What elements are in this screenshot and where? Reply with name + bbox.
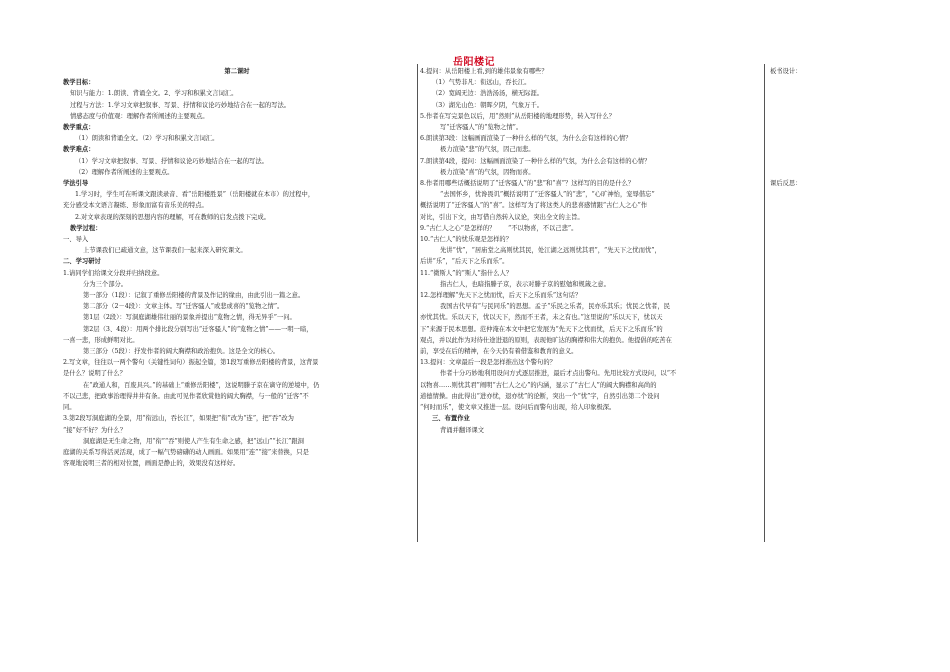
post-class-reflection-label: 课后反思： — [770, 180, 802, 187]
left-text-line: 第二部分（2－4段）：文章主体。写“迁客骚人”或悲或喜的“览物之情”。 — [83, 303, 284, 311]
right-text-line: 指古仁人，也暗指滕子京，表示对滕子京的慰勉和规箴之意。 — [440, 280, 611, 288]
left-text-line: 第2层（3、4段）：用两个排比段分别写出“迁客骚人”的“览物之情”——一明一暗， — [83, 325, 313, 333]
left-text-line: （2）理解作者所阐述的主要观点。 — [75, 168, 174, 176]
left-text-line: 过程与方法：1.学习文章把叙事、写景、抒情和议论巧妙地结合在一起的写法。 — [70, 101, 291, 109]
left-text-line: 第1层（2段）：写洞庭湖雄伟壮丽的景象并提出“览物之情，得无异乎”一问。 — [83, 314, 296, 322]
right-text-line: 极力渲染“喜”的气氛，因物而喜。 — [440, 168, 535, 176]
right-text-line: 下”来源于民本思想。范仲淹在本文中把它发展为“先天下之忧而忧，后天下之乐而乐”的 — [420, 325, 663, 333]
right-text-line: 5.作者在写完景色以后，用“然则”从岳阳楼的地理形势，转入写什么？ — [420, 112, 616, 120]
right-text-line: 三、布置作业 — [432, 415, 470, 423]
right-text-line: 13.提问：文章最后一段是怎样推出这个警句的？ — [420, 359, 556, 367]
right-text-line: 6.朗读第3段：这幅画面渲染了一种什么样的气氛，为什么会有这样的心情？ — [420, 135, 632, 143]
right-text-line: （1）气势非凡：衔远山，吞长江。 — [432, 79, 531, 87]
left-text-line: 不以己悲，把政事治理得井井有条。由此可见作者欣赏他的阔大胸襟，与一般的“迁客”不 — [63, 392, 309, 400]
right-text-line: 前，享受在后的精神，在今天仍有着借鉴和教育的意义。 — [420, 348, 578, 356]
left-text-line: 第一部分（1段）：记叙了重修岳阳楼的背景及作记的缘由，由此引出一篇之意。 — [83, 292, 305, 300]
document-title: 岳阳楼记 — [453, 57, 495, 68]
right-text-line: 写“迁客骚人”的“览物之情”。 — [440, 124, 523, 132]
left-text-line: 一喜一悲，形成鲜明对比。 — [63, 336, 139, 344]
right-text-line: 背诵并翻译课文 — [440, 426, 485, 434]
right-text-line: 4.提问：从岳阳楼上看,到的雄伟景象有哪些？ — [420, 68, 548, 75]
column-divider-1 — [417, 64, 418, 542]
left-text-line: 教学重点： — [63, 124, 95, 132]
left-text-line: 洞庭湖是无生命之物，用“衔”“吞”则使人产生有生命之感，把“远山”“长江”跟洞 — [83, 437, 304, 445]
left-text-line: 二、学习研讨 — [63, 258, 101, 266]
right-text-line: 概括说明了“迁客骚人”的“喜”。这样写为了将这类人的悲喜感情跟“古仁人之心”作 — [420, 202, 648, 210]
right-text-line: 先讲“忧”，“居庙堂之高则忧其民，处江湖之远则忧其君”，“先天下之忧而忧”， — [440, 247, 661, 255]
right-text-line: （3）湖光山色：朝晖夕阴，气象万千。 — [432, 101, 544, 109]
left-text-line: 2.写文章，往往以一两个警句（关键性词句）振起全篇，第1段写重修岳阳楼的背景，这背景 — [63, 359, 319, 367]
column-divider-2 — [764, 64, 765, 542]
left-text-line: 学法引导 — [63, 180, 89, 188]
right-text-line: “去国怀乡，忧谗畏讥”概括说明了“迁客骚人”的“悲”，“心旷神怡，宠辱偕忘” — [440, 191, 655, 199]
left-text-line: 1.请同学们给课文分段并归纳段意。 — [63, 269, 164, 277]
right-text-line: 亦忧其忧。乐以天下，忧以天下，然而不王者，未之有也。”这里说的“乐以天下，忧以天 — [420, 314, 663, 322]
left-text-line: 第三部分（5段）：抒发作者的阔大胸襟和政治抱负。这是全文的核心。 — [83, 348, 280, 356]
right-column — [420, 66, 760, 436]
left-text-line: 2.对文章表现的深刻的思想内容的理解，可在教师的启发点拨下完成。 — [75, 213, 270, 221]
left-text-line: 分为三个部分。 — [83, 280, 128, 288]
left-text-line: （1）朗读和背诵全文。（2）学习和积累文言词汇。 — [75, 135, 219, 143]
right-text-line: 对比，引出下文，由写借自然转入议论，突出全文的主旨。 — [420, 213, 584, 221]
left-text-line: 一、导入 — [63, 236, 89, 244]
right-text-line: 观点，并以此作为对待仕途进退的原则，表现他旷达的胸襟和伟大的抱负。他提倡的吃苦在 — [420, 336, 672, 344]
left-text-line: 教学过程： — [70, 224, 102, 232]
right-text-line: 10.“古仁人”的忧乐观是怎样的？ — [420, 236, 513, 244]
left-column — [63, 66, 411, 469]
right-text-line: 11.“微斯人”的“斯人”指什么人？ — [420, 269, 513, 277]
left-text-line: 客观地说明三者的相对位置，画面是静止的，效果没有这样好。 — [63, 460, 240, 468]
left-text-line: “接”好不好？为什么？ — [63, 426, 127, 434]
left-text-line: 3.第2段写洞庭湖的全景，用“衔远山，吞长江”，如果把“衔”改为“连”，把“吞”改为 — [63, 415, 294, 423]
right-text-line: 我国古代早有“与民同乐”的思想。孟子“乐民之乐者，民亦乐其乐；忧民之忧者，民 — [440, 303, 671, 311]
right-text-line: 9.“古仁人之心”是怎样的？ “不以物喜，不以己悲”。 — [420, 224, 578, 232]
right-text-line: “何时而乐”，使文章又推进一层。设问后而警句出现，给人印象极深。 — [420, 404, 616, 412]
left-text-line: 上节课我们已疏通文意，这节课我们一起来深入研究课文。 — [83, 247, 247, 255]
right-text-line: 8.作者用哪些话概括说明了“迁客骚人”的“悲”和“喜”？这样写的目的是什么？ — [420, 180, 635, 188]
right-text-line: （2）宽阔无边：浩浩汤汤，横无际涯。 — [432, 90, 544, 98]
right-text-line: 12.怎样理解“先天下之忧而忧，后天下之乐而乐”这句话？ — [420, 292, 582, 300]
board-design-label: 板书设计： — [770, 68, 802, 75]
right-text-line: 7.朗读第4段，提问：这幅画面渲染了一种什么样的气氛，为什么会有这样的心情？ — [420, 157, 651, 165]
left-text-line: 教学目标： — [63, 79, 95, 87]
right-text-line: 作者十分巧妙地利用设问方式逐层推进，最后才点出警句。先用比较方式设问，以“不 — [440, 370, 677, 378]
left-text-line: （1）学习文章把叙事、写景、抒情和议论巧妙地结合在一起的写法。 — [75, 157, 268, 165]
left-text-line: 知识与能力：1.朗读、背诵全文。2、学习和积累文言词汇。 — [70, 90, 238, 98]
left-text-line: 在“政通人和，百废具兴。”的基础上“重修岳阳楼”，这说明滕子京在谪守的逆境中，仍 — [83, 381, 320, 389]
left-text-line: 庭湖的关系写得活灵活现，成了一幅气势磅礴的动人画面。如果用“连”“接”来替换，只是 — [63, 448, 309, 456]
right-text-line: 道德情操。由此得出“进亦忧，退亦忧”的论断，突出一个“忧”字，自然引出第二个设问 — [420, 392, 660, 400]
right-text-line: 极力渲染“悲”的气氛，因己而悲。 — [440, 146, 535, 154]
left-text-line: 1.学习时，学生可在听课文跟读录音、看“岳阳楼胜景”（岳阳楼就在本市）的过程中， — [75, 191, 315, 199]
left-text-line: 教学难点： — [63, 146, 95, 154]
left-text-line: 第二课时 — [224, 68, 250, 75]
right-text-line: 以物喜……则忧其君”阐明“古仁人之心”的内涵，显示了“古仁人”的阔大胸襟和高尚的 — [420, 381, 657, 389]
right-text-line: 后讲“乐”，“后天下之乐而乐”。 — [420, 258, 509, 266]
left-text-line: 情感态度与价值观：理解作者所阐述的主要观点。 — [70, 112, 209, 120]
left-text-line: 充分感受本文语言凝练、形象而富有音乐美的特点。 — [63, 202, 208, 210]
left-text-line: 是什么？说明了什么？ — [63, 370, 126, 378]
left-text-line: 同。 — [63, 404, 76, 412]
